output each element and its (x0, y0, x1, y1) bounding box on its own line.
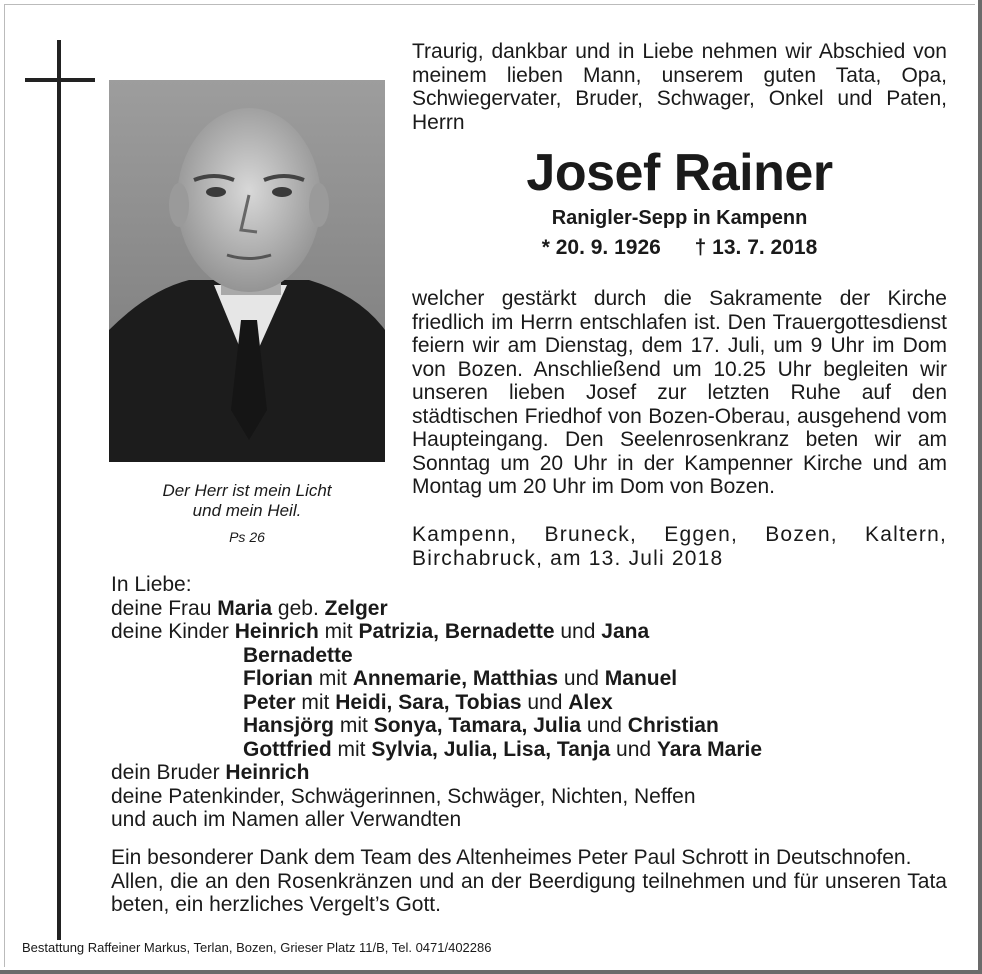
verse-reference: Ps 26 (229, 529, 265, 545)
kids-line: deine Kinder Heinrich mit Patrizia, Bernadette und Jana (111, 620, 650, 643)
kid-line: Florian mit Annemarie, Matthias und Manuel (243, 667, 678, 690)
thanks-block (111, 846, 947, 917)
birth-date: * 20. 9. 1926 (541, 236, 661, 259)
others-line-1: deine Patenkinder, Schwägerinnen, Schwäger, Nichten, Neffen (111, 784, 696, 808)
deceased-name: Josef Rainer (526, 144, 833, 202)
funeral-home-footer: Bestattung Raffeiner Markus, Terlan, Bozen, Grieser Platz 11/B, Tel. 0471/402286 (22, 940, 492, 955)
thanks-text-2: Allen, die an den Rosenkränzen und an der Beerdigung teilnehmen und für unseren Tata beten, ein herzliches Vergelt’s Gott. (111, 869, 947, 916)
in-liebe-label: In Liebe: (111, 573, 192, 596)
kid-line: Gottfried mit Sylvia, Julia, Lisa, Tanja und Yara Marie (243, 737, 763, 761)
bible-verse (109, 481, 385, 547)
death-date: † 13. 7. 2018 (694, 236, 818, 259)
service-text: welcher gestärkt durch die Sakramente der Kirche friedlich im Herrn entschlafen ist. Den Trauergottesdienst feiern wir am Dienstag, dem 17. Juli, um 9 Uhr im Dom von Bozen. Anschließend um 10.25 Uhr begleiten wir unseren lieben Josef zur letzten Ruhe auf den städtischen Friedhof von Bozen-Oberau, ausgehend vom Haupteingang. Den Seelenrosenkranz beten wir am Sonntag um 20 Uhr in der Kampenner Kirche und am Montag um 20 Uhr im Dom von Bozen. (412, 287, 947, 498)
intro-text: Traurig, dankbar und in Liebe nehmen wir Abschied von meinem lieben Mann, unserem guten Tata, Opa, Schwiegervater, Bruder, Schwager, Onkel und Paten, Herrn (412, 40, 947, 134)
verse-line-2: und mein Heil. (192, 501, 302, 520)
life-dates (412, 236, 947, 260)
cross-icon-vertical (57, 40, 61, 940)
others-line-2: und auch im Namen aller Verwandten (111, 808, 462, 831)
portrait-photo (109, 80, 385, 462)
verse-line-1: Der Herr ist mein Licht (162, 481, 332, 500)
cross-icon-horizontal (25, 78, 95, 82)
kid-line: Bernadette (243, 643, 353, 667)
nickname: Ranigler-Sepp in Kampenn (551, 207, 808, 229)
family-list (111, 573, 762, 832)
kid-line: Hansjörg mit Sonya, Tamara, Julia und Christian (243, 714, 719, 737)
brother-line: dein Bruder Heinrich (111, 761, 310, 784)
kid-line: Peter mit Heidi, Sara, Tobias und Alex (243, 690, 613, 714)
wife-line: deine Frau Maria geb. Zelger (111, 596, 388, 620)
places-date: Kampenn, Bruneck, Eggen, Bozen, Kaltern, Birchabruck, am 13. Juli 2018 (412, 523, 947, 570)
thanks-text-1: Ein besonderer Dank dem Team des Altenheimes Peter Paul Schrott in Deutschnofen. (111, 846, 912, 869)
